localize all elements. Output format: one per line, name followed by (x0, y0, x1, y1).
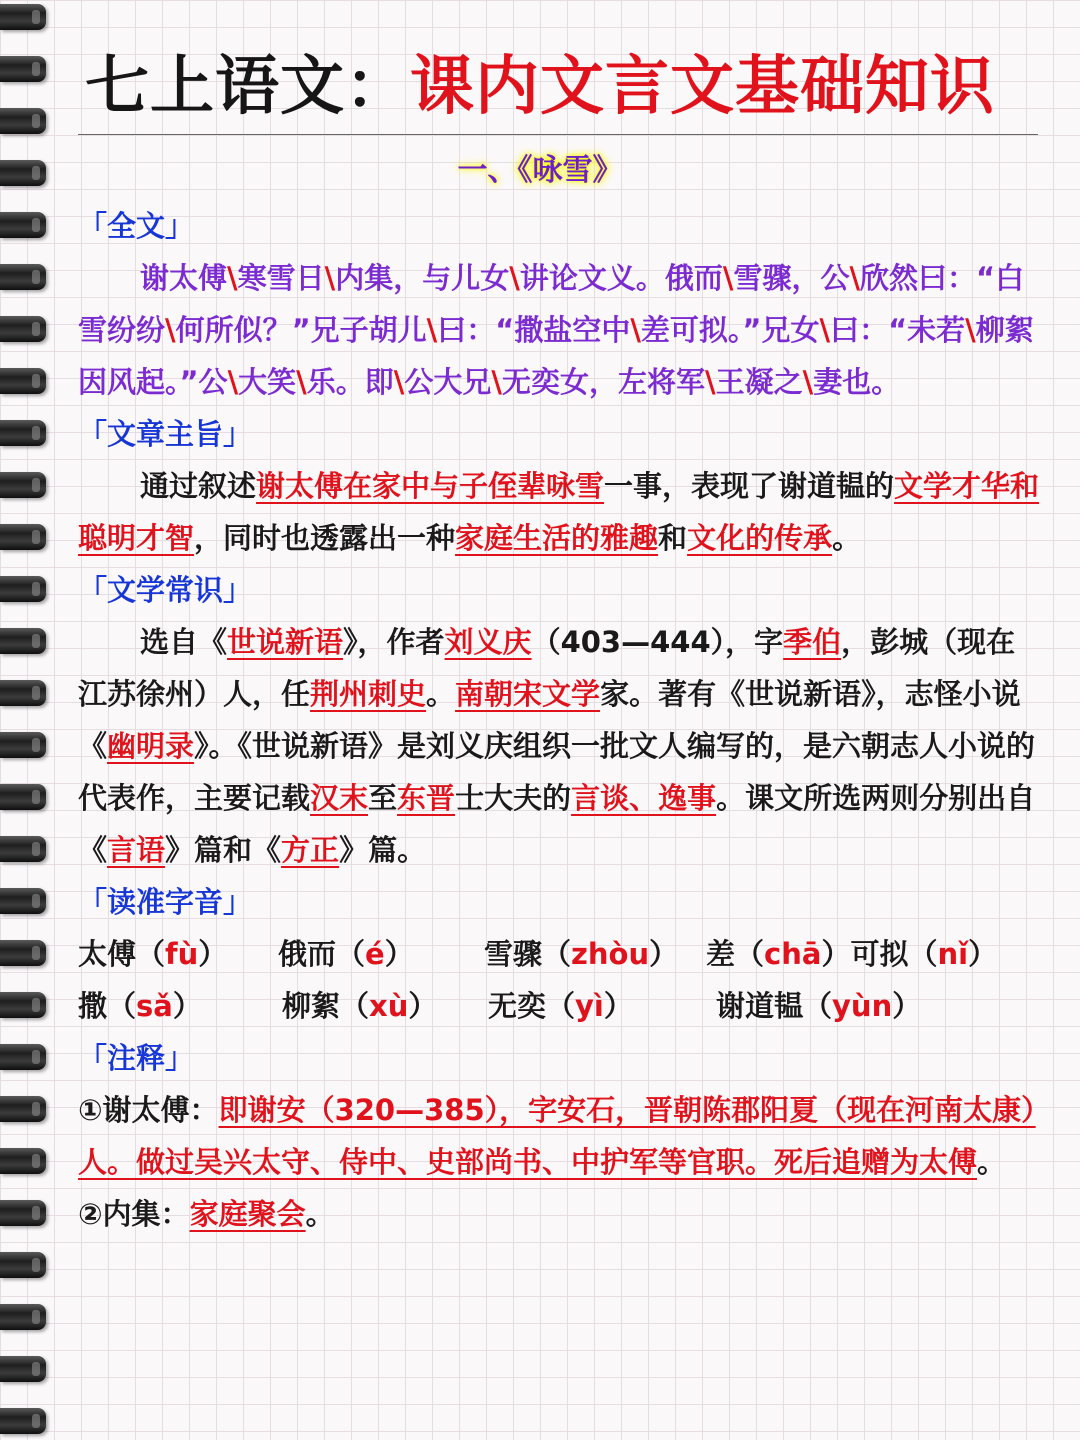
binding-ring (0, 1252, 46, 1278)
binding-ring (0, 4, 46, 30)
binding-ring (0, 1096, 46, 1122)
key-phrase: 方正 (281, 833, 340, 867)
text-run: 士大夫的 (455, 781, 572, 815)
text-run: （403—444），字 (531, 625, 784, 659)
annotation-item (78, 1188, 1040, 1240)
pause-mark: \ (227, 261, 238, 295)
text-run: 。 (305, 1197, 335, 1231)
pause-mark: \ (491, 365, 502, 399)
pause-mark: \ (965, 313, 976, 347)
pinyin: yì (575, 989, 604, 1023)
text-run: 至 (368, 781, 398, 815)
pinyin: nǐ (937, 937, 969, 971)
label-quanwen: 「全文」 (78, 209, 195, 243)
label-zhuzhi: 「文章主旨」 (78, 417, 253, 451)
pron-word: 太傅 (78, 937, 137, 971)
pinyin: yùn (832, 989, 893, 1023)
text-run: 》篇和《 (165, 833, 282, 867)
binding-ring (0, 940, 46, 966)
page-title (0, 42, 1080, 132)
text-run: ，彭城（现在江苏徐州）人，任 (78, 625, 1016, 711)
pause-mark: \ (165, 313, 176, 347)
title-prefix: 七上语文： (85, 49, 410, 124)
pause-mark: \ (227, 365, 239, 399)
binding-ring (0, 628, 46, 654)
full-text-segment: 谢太傅 (140, 261, 228, 295)
full-text-segment: 寒雪日 (237, 261, 325, 295)
literary-knowledge (78, 616, 1040, 876)
binding-ring (0, 888, 46, 914)
text-run: ，同时也透露出一种 (194, 521, 456, 555)
pause-mark: \ (802, 365, 814, 399)
binding-ring (0, 1044, 46, 1070)
title-divider (78, 134, 1038, 135)
text-run: 》篇。 (339, 833, 427, 867)
full-text-segment: 讲论文义。俄而 (519, 261, 723, 295)
text-run: 。 (977, 1145, 1007, 1179)
key-phrase: 言谈、逸事 (571, 781, 717, 815)
binding-ring (0, 836, 46, 862)
pronunciation-row (78, 928, 1040, 980)
pronunciation-item: 谢道韫（yùn） (716, 989, 922, 1023)
pinyin: sǎ (136, 989, 173, 1023)
pause-mark: \ (722, 261, 734, 295)
pause-mark: \ (849, 261, 861, 295)
full-text-segment: 柳絮因风起。”公 (78, 313, 1034, 399)
pronunciation-item: 差（chā）可拟（nǐ） (706, 937, 998, 971)
pause-mark: \ (296, 365, 307, 399)
pronunciation-item: 雪骤（zhòu） (484, 937, 679, 971)
pinyin: zhòu (571, 937, 650, 971)
text-run: 选自《 (140, 625, 228, 659)
binding-ring (0, 1148, 46, 1174)
full-text-segment: 雪骤，公 (733, 261, 850, 295)
pron-word: 撒 (78, 989, 108, 1023)
pause-mark: \ (509, 261, 520, 295)
full-text-segment: 内集，与儿女 (335, 261, 510, 295)
pron-word: 差 (706, 937, 736, 971)
full-text-segment: 乐。即 (306, 365, 394, 399)
pronunciation-item: 俄而（é） (278, 937, 414, 971)
binding-ring (0, 368, 46, 394)
full-text-segment: 王凝之 (715, 365, 803, 399)
label-changshi: 「文学常识」 (78, 573, 253, 607)
pronunciation-item: 太傅（fù） (78, 937, 228, 971)
binding-ring (0, 1356, 46, 1382)
full-text-segment: 差可拟。”兄女 (640, 313, 820, 347)
key-phrase: 汉末 (310, 781, 369, 815)
binding-ring (0, 472, 46, 498)
pronunciation-item: 无奕（yì） (488, 989, 633, 1023)
binding-ring (0, 1304, 46, 1330)
theme-text (78, 460, 1040, 564)
pause-mark: \ (705, 365, 716, 399)
content (78, 200, 1040, 1240)
pronunciation-item: 撒（sǎ） (78, 989, 202, 1023)
pinyin: é (365, 937, 385, 971)
pause-mark: \ (630, 313, 641, 347)
full-text-segment: 何所似？”兄子胡儿 (175, 313, 427, 347)
text-run: 通过叙述 (140, 469, 257, 503)
full-text-segment: 公大兄 (404, 365, 492, 399)
pronunciation-row (78, 980, 1040, 1032)
text-run: 家。著有《世说新语》，志怪小说《 (78, 677, 1021, 763)
pron-word: 俄而 (278, 937, 337, 971)
binding-ring (0, 264, 46, 290)
full-text-segment: 妻也。 (813, 365, 901, 399)
pinyin: chā (764, 937, 822, 971)
full-text (78, 252, 1040, 408)
text-run: 一事，表现了谢道韫的 (604, 469, 895, 503)
pron-word: 谢道韫 (716, 989, 804, 1023)
binding-ring (0, 576, 46, 602)
pron-word: 柳絮 (282, 989, 341, 1023)
annotation-item (78, 1084, 1040, 1188)
pause-mark: \ (393, 365, 405, 399)
binding-ring (0, 420, 46, 446)
key-phrase: 季伯 (783, 625, 842, 659)
section-title: 一、《咏雪》 (457, 153, 623, 188)
annotation-definition: 即谢安（320—385），字安石，晋朝陈郡阳夏（现在河南太康）人。做过吴兴太守、侍中、史部尚书、中护军等官职。死后追赠为太傅 (78, 1093, 1036, 1179)
text-run: 和 (658, 521, 688, 555)
key-phrase: 幽明录 (107, 729, 195, 763)
full-text-segment: 欣然曰：“白雪纷纷 (78, 261, 1025, 347)
binding-ring (0, 784, 46, 810)
text-run: 。 (426, 677, 456, 711)
key-phrase: 谢太傅在家中与子侄辈咏雪 (256, 469, 605, 503)
key-phrase: 刘义庆 (444, 625, 532, 659)
key-phrase: 言语 (107, 833, 166, 867)
binding-ring (0, 732, 46, 758)
key-phrase: 南朝宋文学 (455, 677, 601, 711)
label-ziyin: 「读准字音」 (78, 885, 253, 919)
binding-ring (0, 1200, 46, 1226)
pron-word: 可拟 (850, 937, 909, 971)
text-run: 》。《世说新语》是刘义庆组织一批文人编写的，是六朝志人小说的代表作，主要记载 (78, 729, 1036, 815)
binding-ring (0, 316, 46, 342)
label-zhushi: 「注释」 (78, 1041, 195, 1075)
binding-ring (0, 212, 46, 238)
text-run: 。课文所选两则分别出自《 (78, 781, 1036, 867)
text-run: 。 (832, 521, 862, 555)
annotation-term: ①谢太傅： (78, 1093, 219, 1127)
full-text-segment: 曰：“未若 (830, 313, 966, 347)
binding-ring (0, 1408, 46, 1434)
annotation-term: ②内集： (78, 1197, 190, 1231)
full-text-segment: 大笑 (238, 365, 297, 399)
key-phrase: 东晋 (397, 781, 456, 815)
pause-mark: \ (819, 313, 831, 347)
pause-mark: \ (324, 261, 336, 295)
title-main: 课内文言文基础知识 (410, 49, 995, 124)
key-phrase: 文学才华和聪明才智 (78, 469, 1040, 555)
key-phrase: 文化的传承 (687, 521, 833, 555)
binding-ring (0, 524, 46, 550)
annotation-definition: 家庭聚会 (189, 1197, 306, 1231)
spiral-binding (0, 0, 60, 1440)
full-text-segment: 无奕女，左将军 (501, 365, 705, 399)
binding-ring (0, 680, 46, 706)
pron-word: 雪骤 (484, 937, 543, 971)
pinyin: xù (369, 989, 409, 1023)
key-phrase: 世说新语 (227, 625, 344, 659)
key-phrase: 家庭生活的雅趣 (455, 521, 659, 555)
pause-mark: \ (426, 313, 438, 347)
key-phrase: 荆州刺史 (310, 677, 427, 711)
full-text-segment: 曰：“撒盐空中 (437, 313, 631, 347)
pinyin: fù (165, 937, 199, 971)
pronunciation-item: 柳絮（xù） (282, 989, 438, 1023)
text-run: 》，作者 (343, 625, 445, 659)
binding-ring (0, 992, 46, 1018)
pron-word: 无奕 (488, 989, 547, 1023)
